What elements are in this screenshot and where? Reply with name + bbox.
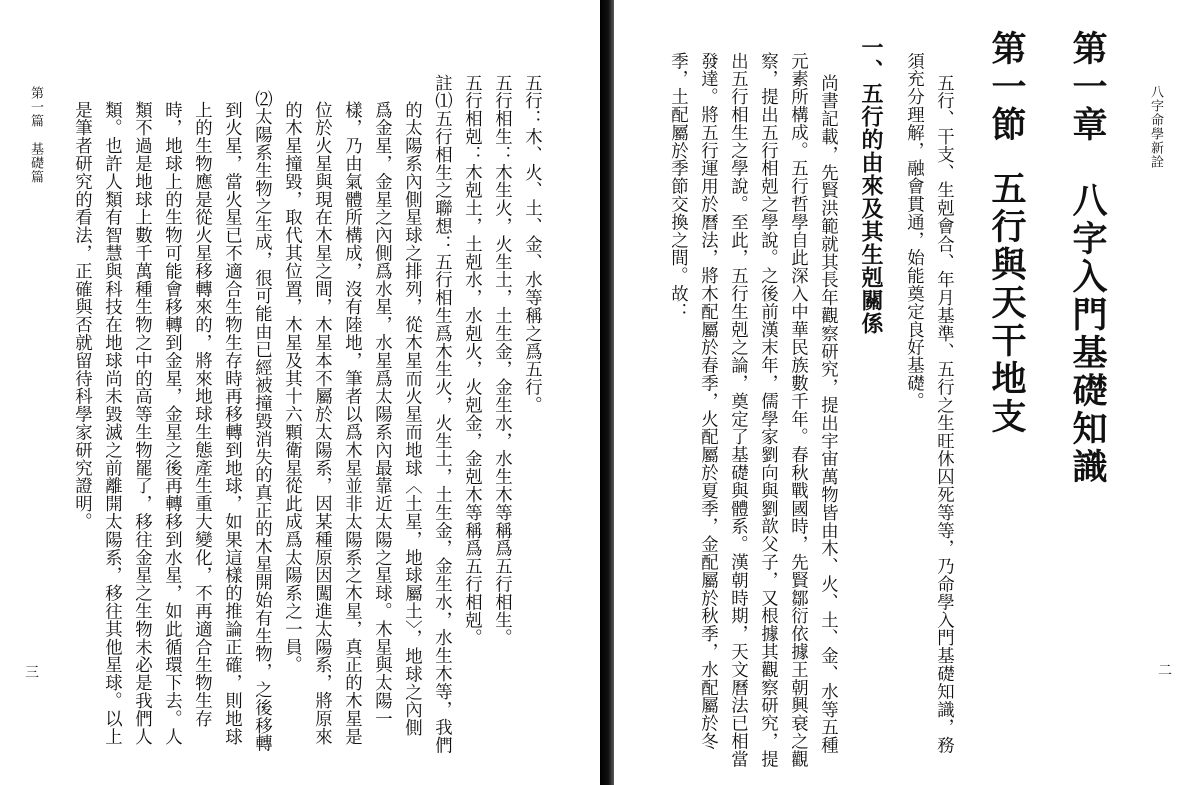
note-2-line: 類。也許人類有智慧與科技在地球尚未毀滅之前離開太陽系，移往其他星球。以上 (101, 101, 122, 746)
running-header: 八字命學新詮 (1148, 85, 1163, 169)
note-1-line: 註⑴五行相生之聯想：五行相生爲木生火，火生土，土生金，金生水，水生木等，我們 (431, 74, 452, 755)
section-heading (986, 30, 1027, 436)
left-page-footer: 第一篇 基礎篇 (28, 86, 43, 184)
section-label: 第一節 (986, 30, 1027, 144)
left-page-number: 三 (25, 665, 39, 681)
section-name: 五行與天干地支 (986, 170, 1027, 436)
book-spine (600, 0, 614, 785)
note-1-line: 的太陽系內側星球之排列，從木星而火星而地球〈土星，地球屬土〉，地球之內側 (401, 101, 422, 737)
wuxing-definition: 五行：木、火、土、金、水等稱之爲五行。 (521, 74, 542, 415)
wuxing-xiangke-definition: 五行相剋：木剋土，土剋水，水剋火，火剋金，金剋木等稱爲五行相剋。 (461, 74, 482, 647)
note-2-line: 時，地球上的生物可能會移轉到金星，金星之後再轉移到水星，如此循環下去。人 (161, 101, 182, 746)
wuxing-xiangsheng-definition: 五行相生：木生火，火生土，土生金，金生水，水生木等稱爲五行相生。 (491, 74, 512, 647)
right-page (614, 0, 1193, 785)
note-2-line: 上的生物應是從火星移轉來的，將來地球生態產生重大變化，不再適合生物生存 (191, 101, 212, 728)
note-1-line: 樣，乃由氣體所構成，沒有陸地，筆者以爲木星並非太陽系之木星，真正的木星是 (341, 101, 362, 746)
chapter-title: 第一章 八字入門基礎知識 (1067, 30, 1108, 486)
note-2-line: 類不過是地球上數千萬種生物之中的高等生物罷了，移往金星之生物未必是我們人 (131, 101, 152, 746)
paragraph-line: 察，提出五行相剋之學說。之後前漢末年，儒學家劉向與劉歆父子，又根據其觀察研究，提 (757, 52, 778, 768)
paragraph-line: 元素所構成。五行哲學自此深入中華民族數千年。春秋戰國時，先賢鄒衍依據王朝興衰之觀 (787, 52, 808, 768)
paragraph-line: 發達。將五行運用於曆法，將木配屬於春季，火配屬於夏季，金配屬於秋季，水配屬於冬 (697, 52, 718, 751)
paragraph-line: 季，土配屬於季節交換之間。故： (667, 52, 688, 321)
note-1-line: 位於火星與現在木星之間，木星本不屬於太陽系，因某種原因闖進太陽系，將原來 (311, 101, 332, 746)
note-1-line: 爲金星，金星之內側爲水星，水星爲太陽系內最靠近太陽之星球。木星與太陽一 (371, 101, 392, 728)
paragraph-line: 尚書記載，先賢洪範就其長年觀察研究，提出宇宙萬物皆由木、火、土、金、水等五種 (817, 74, 838, 755)
note-2-line: 是筆者研究的看法，正確與否就留待科學家研究證明。 (71, 101, 92, 531)
note-1-line: 的木星撞毀，取代其位置，木星及其十六顆衛星從此成爲太陽系之一員。 (281, 101, 302, 674)
paragraph-line: 出五行相生之學說。至此，五行生剋之論，奠定了基礎與體系。漢朝時期，天文曆法已相當 (727, 52, 748, 768)
subsection-title: 一、五行的由來及其生剋關係 (858, 36, 884, 335)
intro-line: 須充分理解，融會貫通，始能奠定良好基礎。 (903, 52, 924, 410)
note-2-line: 到火星，當火星已不適合生物生存時再移轉到地球，如果這樣的推論正確，則地球 (221, 101, 242, 746)
right-page-number: 二 (1158, 663, 1172, 679)
note-2-line: ⑵太陽系生物之生成，很可能由已經被撞毀消失的真正的木星開始有生物，之後移轉 (251, 90, 272, 753)
intro-line: 五行、干支、生剋會合、年月基準、五行之生旺休囚死等等，乃命學入門基礎知識，務 (933, 74, 954, 755)
